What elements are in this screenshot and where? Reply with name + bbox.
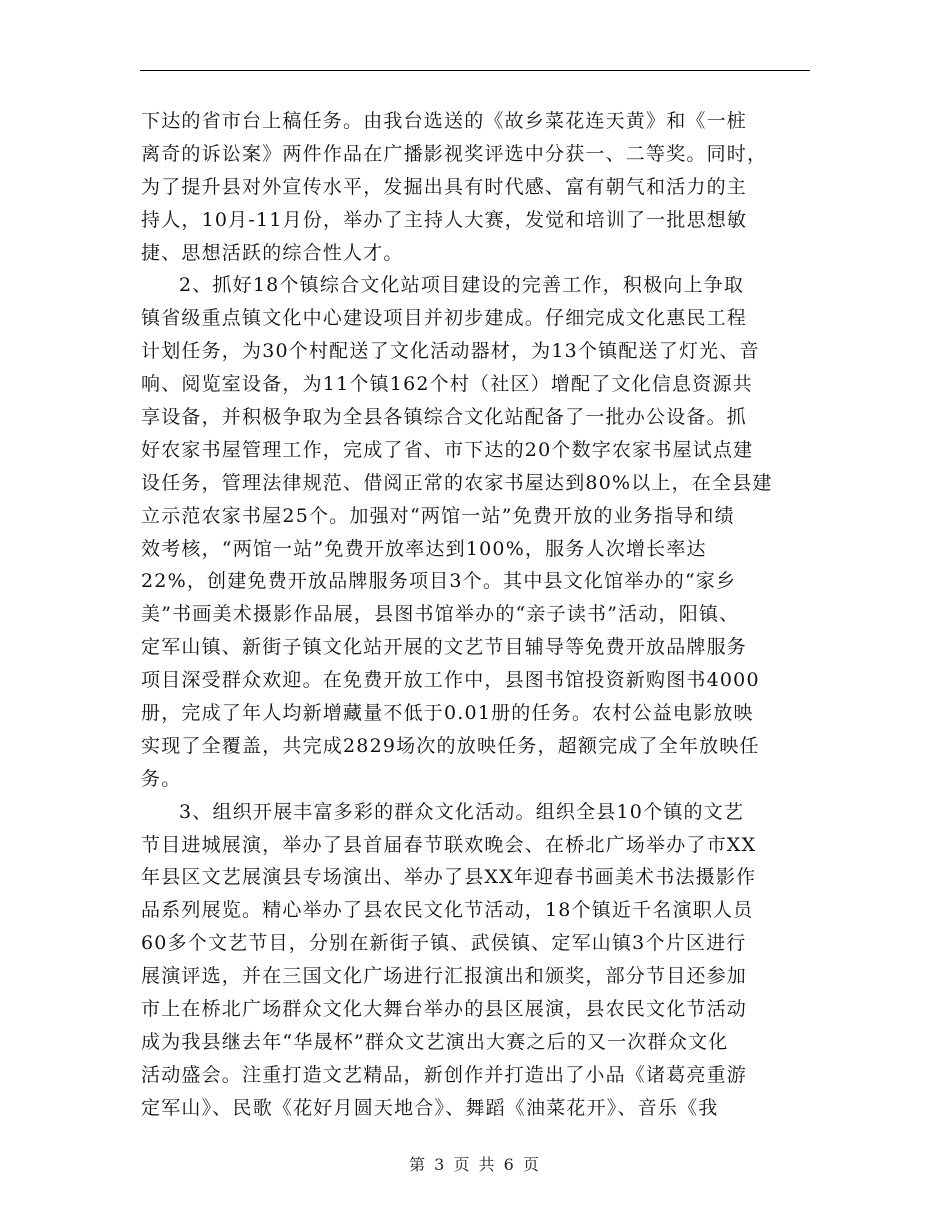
- text-line: 好农家书屋管理工作，完成了省、市下达的20个数字农家书屋试点建: [141, 438, 754, 461]
- text-line: 定军山》、民歌《花好月圆天地合》、舞蹈《油菜花开》、音乐《我: [141, 1096, 719, 1119]
- text-line: 捷、思想活跃的综合性人才。: [141, 241, 404, 264]
- text-line: 下达的省市台上稿任务。由我台选送的《故乡菜花连天黄》和《一桩: [141, 110, 748, 132]
- text-line: 品系列展览。精心举办了县农民文化节活动，18个镇近千名演职人员: [141, 899, 754, 922]
- text-line: 22%，创建免费开放品牌服务项目3个。其中县文化馆举办的“家乡: [141, 570, 737, 593]
- text-line: 册，完成了年人均新增藏量不低于0.01册的任务。农村公益电影放映: [141, 702, 754, 725]
- text-line: 60多个文艺节目，分别在新街子镇、武侯镇、定军山镇3个片区进行: [141, 932, 747, 955]
- text-line: 节目进城展演，举办了县首届春节联欢晚会、在桥北广场举办了市XX: [141, 833, 757, 856]
- text-line: 美”书画美术摄影作品展，县图书馆举办的“亲子读书”活动，阳镇、: [141, 603, 740, 626]
- header-rule: [140, 70, 810, 71]
- text-line: 计划任务，为30个村配送了文化活动器材，为13个镇配送了灯光、音: [141, 340, 760, 363]
- text-line: 活动盛会。注重打造文艺精品，新创作并打造出了小品《诸葛亮重游: [141, 1063, 748, 1086]
- text-line: 年县区文艺展演县专场演出、举办了县XX年迎春书画美术书法摄影作: [141, 866, 757, 889]
- paragraph-start-line: 2、抓好18个镇综合文化站项目建设的完善工作，积极向上争取: [179, 274, 745, 297]
- text-line: 持人，10月-11月份，举办了主持人大赛，发觉和培训了一批思想敏: [141, 208, 748, 231]
- text-line: 离奇的诉讼案》两件作品在广播影视奖评选中分获一、二等奖。同时，: [141, 142, 768, 165]
- text-line: 市上在桥北广场群众文化大舞台举办的县区展演，县农民文化节活动: [141, 998, 748, 1021]
- text-line: 效考核，“两馆一站”免费开放率达到100%，服务人次增长率达: [141, 537, 707, 560]
- text-line: 成为我县继去年“华晟杯”群众文艺演出大赛之后的又一次群众文化: [141, 1030, 729, 1053]
- text-line: 镇省级重点镇文化中心建设项目并初步建成。仔细完成文化惠民工程: [141, 307, 748, 330]
- text-line: 展演评选，并在三国文化广场进行汇报演出和颁奖，部分节目还参加: [141, 965, 748, 988]
- text-line: 为了提升县对外宣传水平，发掘出具有时代感、富有朝气和活力的主: [141, 175, 748, 198]
- text-line: 定军山镇、新街子镇文化站开展的文艺节目辅导等免费开放品牌服务: [141, 636, 748, 659]
- text-line: 享设备，并积极争取为全县各镇综合文化站配备了一批办公设备。抓: [141, 406, 748, 429]
- text-line: 项目深受群众欢迎。在免费开放工作中，县图书馆投资新购图书4000: [141, 669, 760, 692]
- page-number-footer: 第 3 页 共 6 页: [409, 1155, 541, 1174]
- text-line: 设任务，管理法律规范、借阅正常的农家书屋达到80%以上，在全县建: [141, 471, 773, 494]
- paragraph-start-line: 3、组织开展丰富多彩的群众文化活动。组织全县10个镇的文艺: [179, 800, 745, 823]
- document-body: [141, 105, 813, 1125]
- text-line: 实现了全覆盖，共完成2829场次的放映任务，超额完成了全年放映任: [141, 734, 760, 757]
- text-line: 响、阅览室设备，为11个镇162个村（社区）增配了文化信息资源共: [141, 373, 753, 396]
- text-line: 务。: [141, 767, 182, 790]
- text-line: 立示范农家书屋25个。加强对“两馆一站”免费开放的业务指导和绩: [141, 504, 735, 527]
